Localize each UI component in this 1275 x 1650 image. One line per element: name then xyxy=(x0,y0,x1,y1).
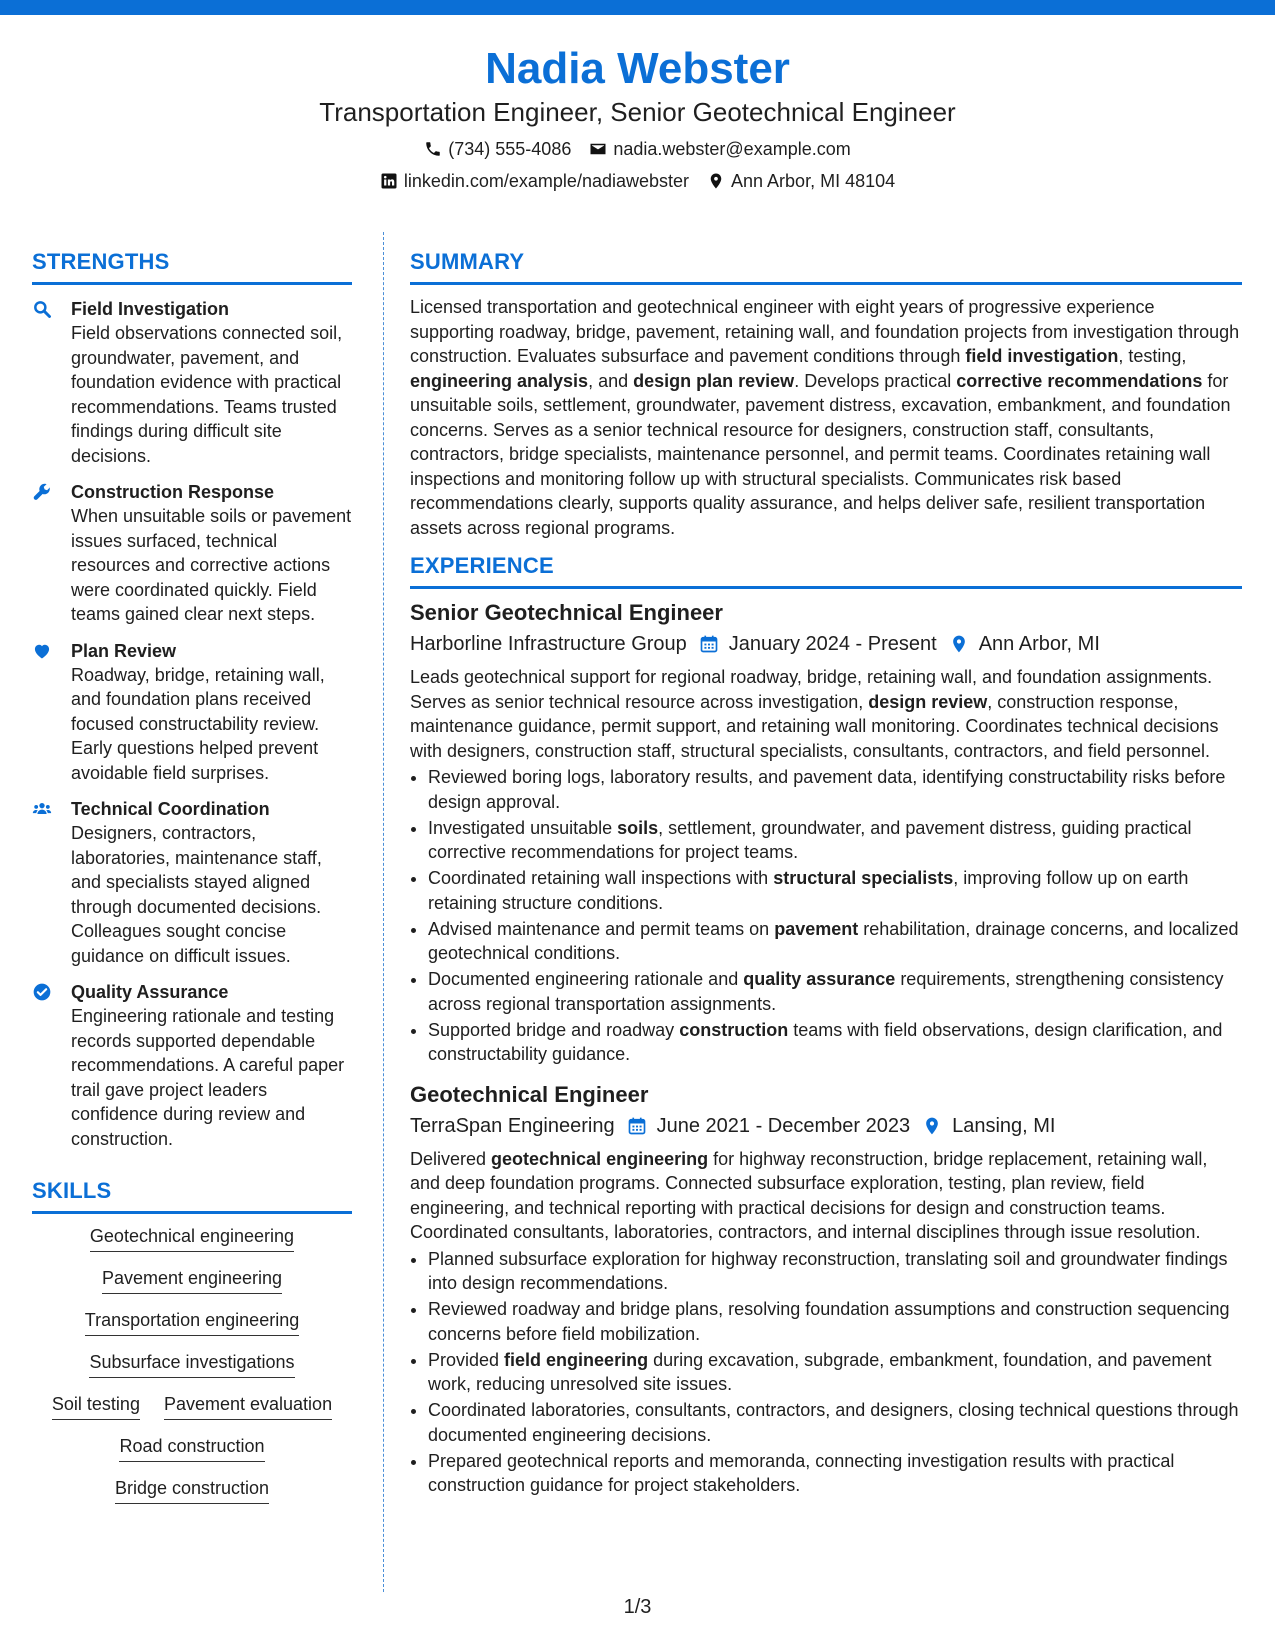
section-rule xyxy=(32,1211,352,1214)
map-pin-icon xyxy=(922,1116,942,1136)
contact-row-secondary xyxy=(0,170,1275,192)
summary-text xyxy=(410,295,1242,540)
job-bullet xyxy=(428,1297,1242,1346)
summary-text-part: , and xyxy=(588,370,634,391)
job-bullet xyxy=(428,1247,1242,1296)
summary-keyword: corrective recommendations xyxy=(956,370,1203,391)
page-number: 1/3 xyxy=(623,1596,652,1618)
strength-desc: Roadway, bridge, retaining wall, and foundation plans received focused constructability review. Early questions helped prevent avoidable field surprises. xyxy=(71,664,325,783)
bullet-text: , settlement, groundwater, and pavement distress, guiding practical corrective recommendations for project teams. xyxy=(428,817,1192,862)
bullet-text: during excavation, subgrade, embankment, foundation, and pavement work, reducing unresolved site issues. xyxy=(428,1349,1212,1394)
calendar-icon xyxy=(699,634,719,654)
linkedin-text: linkedin.com/example/nadiawebster xyxy=(403,171,690,191)
bullet-text: Provided xyxy=(428,1349,505,1370)
bullet-text: Coordinated laboratories, consultants, contractors, and designers, closing technical questions through documented engineering decisions. xyxy=(428,1400,1239,1445)
strength-title: Quality Assurance xyxy=(71,982,229,1002)
bullet-keyword: field engineering xyxy=(504,1349,649,1370)
bullet-keyword: structural specialists xyxy=(773,868,954,888)
job-keyword: design review xyxy=(868,691,988,712)
phone-icon xyxy=(424,140,442,158)
strength-title: Plan Review xyxy=(71,640,177,661)
job-bullet xyxy=(428,1398,1242,1447)
job-location: Lansing, MI xyxy=(952,1114,1056,1137)
section-rule xyxy=(410,586,1242,589)
strength-desc: Designers, contractors, laboratories, maintenance staff, and specialists stayed aligned through documented decisions. Colleagues sought concise guidance on difficult issues. xyxy=(71,823,322,966)
strength-desc: Engineering rationale and testing records supported dependable recommendations. A careful paper trail gave project leaders confidence during review and construction. xyxy=(71,1006,345,1149)
job-bullets xyxy=(410,765,1242,1067)
job-entry xyxy=(410,599,1242,1067)
bullet-keyword: construction xyxy=(679,1019,789,1040)
top-accent-bar xyxy=(0,0,1275,15)
phone-contact[interactable] xyxy=(424,138,571,160)
heart-icon xyxy=(32,641,52,661)
left-column xyxy=(32,248,352,1518)
linkedin-contact[interactable] xyxy=(380,170,689,192)
strength-item xyxy=(32,797,352,968)
job-bullet xyxy=(428,967,1242,1016)
email-text: nadia.webster@example.com xyxy=(613,139,851,159)
contact-row-primary xyxy=(0,138,1275,160)
job-dates: January 2024 - Present xyxy=(728,633,937,655)
job-location: Ann Arbor, MI xyxy=(978,633,1100,655)
job-description-part: for highway reconstruction, bridge replacement, retaining wall, and deep foundation programs. Connected subsurface exploration, testing, plan review, field engineering, and technical reporting with practical decisions for design and construction teams. Coordinated consultants, laboratories, contractors, and internal disciplines through issue resolution. xyxy=(410,1148,1208,1242)
users-icon xyxy=(32,799,52,819)
summary-text-part: , testing, xyxy=(1118,346,1187,366)
bullet-keyword: quality assurance xyxy=(743,969,896,989)
bullet-text: teams with field observations, design clarification, and constructability guidance. xyxy=(428,1019,1223,1064)
strength-title: Technical Coordination xyxy=(71,799,270,819)
job-dates: June 2021 - December 2023 xyxy=(656,1114,911,1137)
right-column xyxy=(410,248,1242,1499)
strength-item xyxy=(32,980,352,1151)
skills-heading: SKILLS xyxy=(32,1178,112,1203)
job-title: Geotechnical Engineer xyxy=(410,1081,649,1107)
strengths-list xyxy=(32,297,352,1151)
map-pin-icon xyxy=(707,172,725,190)
phone-text: (734) 555-4086 xyxy=(448,139,572,159)
bullet-text: Supported bridge and roadway xyxy=(428,1019,680,1040)
bullet-text: Advised maintenance and permit teams on xyxy=(428,918,775,939)
job-bullet xyxy=(428,816,1242,865)
location-text: Ann Arbor, MI 48104 xyxy=(731,171,896,191)
job-description-part: Delivered xyxy=(410,1148,492,1169)
summary-text-part: Licensed transportation and geotechnical engineer with eight years of progressive experience supporting roadway, bridge, pavement, retaining wall, and foundation projects from investigation through construction. Evaluates subsurface and pavement conditions through xyxy=(410,297,1240,366)
bullet-text: Coordinated retaining wall inspections with xyxy=(428,868,774,888)
job-meta xyxy=(410,1111,1242,1141)
candidate-title: Transportation Engineer, Senior Geotechnical Engineer xyxy=(319,97,956,127)
strength-desc: When unsuitable soils or pavement issues surfaced, technical resources and corrective actions were coordinated quickly. Field teams gained clear next steps. xyxy=(71,506,352,624)
column-divider xyxy=(383,232,384,1592)
summary-keyword: design plan review xyxy=(633,370,795,391)
email-contact[interactable] xyxy=(589,138,850,160)
linkedin-icon xyxy=(380,172,398,190)
bullet-text: Investigated unsuitable xyxy=(428,817,618,838)
location-contact xyxy=(707,170,895,192)
bullet-text: rehabilitation, drainage concerns, and localized geotechnical conditions. xyxy=(428,918,1239,963)
job-description-part: Leads geotechnical support for regional roadway, bridge, retaining wall, and foundation assignments. Serves as senior technical resource across investigation, xyxy=(410,667,1213,712)
map-pin-icon xyxy=(949,634,969,654)
job-bullet xyxy=(428,1018,1242,1067)
skill-tag: Road construction xyxy=(119,1434,264,1462)
strengths-heading: STRENGTHS xyxy=(32,249,170,274)
bullet-text: Reviewed boring logs, laboratory results, and pavement data, identifying constructability risks before design approval. xyxy=(428,767,1226,812)
skills-list xyxy=(32,1224,352,1518)
strength-item xyxy=(32,480,352,627)
strength-desc: Field observations connected soil, groundwater, pavement, and foundation evidence with practical recommendations. Teams trusted findings during difficult site decisions. xyxy=(71,323,343,466)
skill-tag: Transportation engineering xyxy=(85,1308,299,1336)
section-rule xyxy=(410,282,1242,285)
summary-heading: SUMMARY xyxy=(410,249,525,274)
job-bullet xyxy=(428,1449,1242,1498)
bullet-text: , improving follow up on earth retaining structure conditions. xyxy=(428,868,1189,913)
wrench-icon xyxy=(32,482,52,502)
bullet-keyword: soils xyxy=(617,817,659,838)
skill-tag: Subsurface investigations xyxy=(89,1350,294,1378)
strength-title: Construction Response xyxy=(71,482,275,502)
job-keyword: geotechnical engineering xyxy=(491,1148,709,1169)
candidate-name: Nadia Webster xyxy=(485,44,790,93)
bullet-text: Reviewed roadway and bridge plans, resolving foundation assumptions and construction sequencing concerns before field mobilization. xyxy=(428,1299,1230,1344)
section-rule xyxy=(32,282,352,285)
job-title: Senior Geotechnical Engineer xyxy=(410,600,723,625)
bullet-text: Prepared geotechnical reports and memoranda, connecting investigation results with practical construction guidance for project stakeholders. xyxy=(428,1450,1175,1495)
experience-heading: EXPERIENCE xyxy=(410,553,554,578)
strength-title: Field Investigation xyxy=(71,299,230,319)
skill-tag: Pavement evaluation xyxy=(164,1392,332,1420)
bullet-text: Documented engineering rationale and xyxy=(428,969,744,989)
summary-text-part: . Develops practical xyxy=(794,370,957,391)
calendar-icon xyxy=(627,1116,647,1136)
strength-item xyxy=(32,297,352,468)
job-bullet xyxy=(428,917,1242,966)
envelope-icon xyxy=(589,140,607,158)
summary-keyword: engineering analysis xyxy=(410,370,589,391)
company-name: Harborline Infrastructure Group xyxy=(410,633,687,655)
job-bullet xyxy=(428,765,1242,814)
search-icon xyxy=(32,299,52,319)
job-meta xyxy=(410,629,1242,659)
check-circle-icon xyxy=(32,982,52,1002)
skill-tag: Soil testing xyxy=(52,1392,140,1420)
job-bullet xyxy=(428,866,1242,915)
bullet-text: Planned subsurface exploration for highway reconstruction, translating soil and groundwater findings into design recommendations. xyxy=(428,1248,1228,1293)
job-bullets xyxy=(410,1247,1242,1498)
skill-tag: Geotechnical engineering xyxy=(90,1224,294,1252)
summary-text-part: for unsuitable soils, settlement, groundwater, pavement distress, excavation, embankment, and foundation concerns. Serves as a senior technical resource for designers, construction staff, consultants, contractors, bridge specialists, maintenance personnel, and permit teams. Coordinates retaining wall inspections and monitoring follow up with structural specialists. Communicates risk based recommendations clearly, supports quality assurance, and helps deliver safe, resilient transportation assets across regional programs. xyxy=(410,370,1231,538)
job-description-part: , construction response, maintenance guidance, permit support, and retaining wall monitoring. Coordinates technical decisions with designers, construction staff, structural specialists, consultants, contractors, and field personnel. xyxy=(410,691,1219,761)
job-entry xyxy=(410,1081,1242,1498)
summary-keyword: field investigation xyxy=(965,346,1119,366)
company-name: TerraSpan Engineering xyxy=(410,1114,615,1137)
skill-tag: Bridge construction xyxy=(115,1476,269,1504)
bullet-text: requirements, strengthening consistency across regional transportation assignments. xyxy=(428,969,1224,1014)
resume-header xyxy=(0,40,1275,192)
skill-tag: Pavement engineering xyxy=(102,1266,282,1294)
bullet-keyword: pavement xyxy=(774,918,859,939)
strength-item xyxy=(32,639,352,786)
job-description xyxy=(410,1147,1242,1245)
job-bullet xyxy=(428,1348,1242,1397)
job-description xyxy=(410,665,1242,763)
